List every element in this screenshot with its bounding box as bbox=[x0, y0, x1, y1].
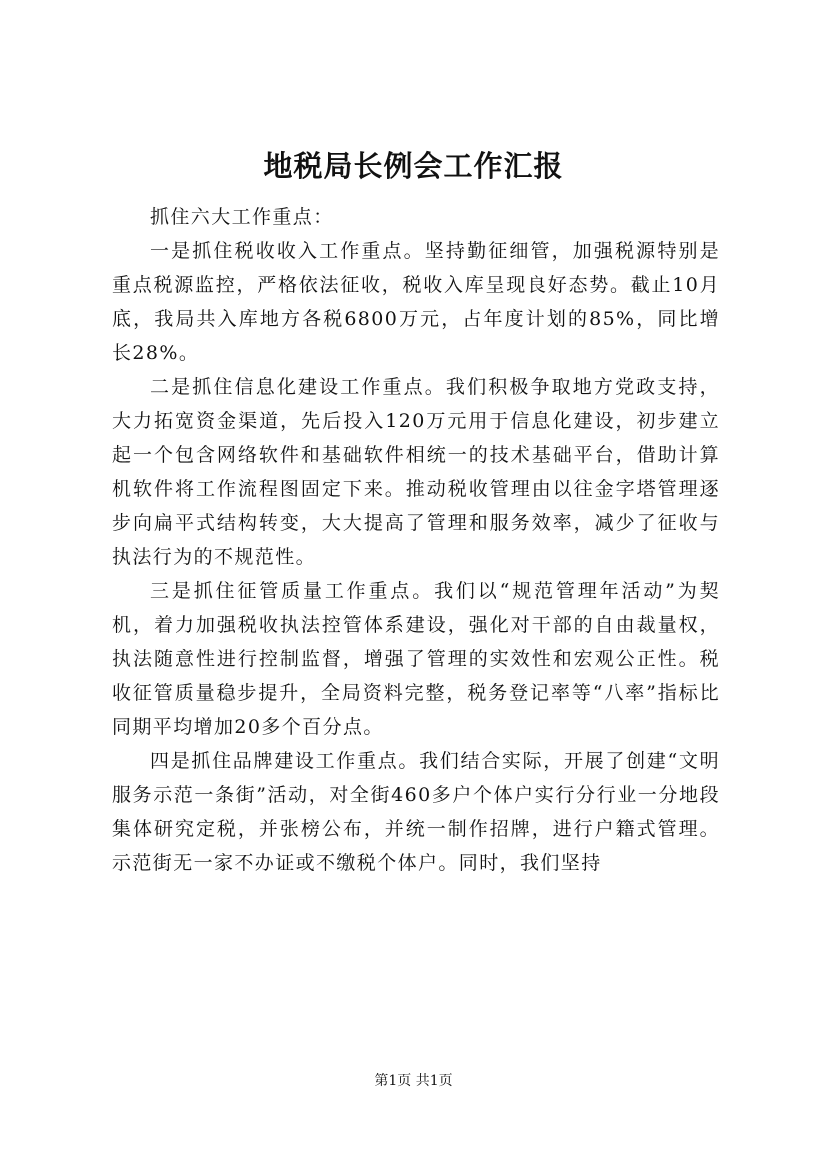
document-title: 地税局长例会工作汇报 bbox=[263, 149, 564, 183]
paragraph-intro: 抓住六大工作重点： bbox=[150, 206, 334, 228]
paragraph-informatization: 二是抓住信息化建设工作重点。我们积极争取地方党政支持，大力拓宽资金渠道，先后投入120万元用于信息化建设，初步建立起一个包含网络软件和基础软件相统一的技术基础平台，借助计算机软件将工作流程图固定下来。推动税收管理由以往金字塔管理逐步向扁平式结构转变，大大提高了管理和服务效率，减少了征收与执法行为的不规范性。 bbox=[112, 376, 720, 568]
paragraph-brand-building: 四是抓住品牌建设工作重点。我们结合实际，开展了创建“文明服务示范一条街”活动，对全街460多户个体户实行分行业一分地段集体研究定税，并张榜公布，并统一制作招牌，进行户籍式管理。示范街无一家不办证或不缴税个体户。同时，我们坚持 bbox=[112, 750, 720, 874]
paragraph-collection-quality: 三是抓住征管质量工作重点。我们以“规范管理年活动”为契机，着力加强税收执法控管体系建设，强化对干部的自由裁量权，执法随意性进行控制监督，增强了管理的实效性和宏观公正性。税收征管质量稳步提升，全局资料完整，税务登记率等“八率”指标比同期平均增加20多个百分点。 bbox=[112, 580, 720, 738]
document-body bbox=[112, 200, 720, 880]
page-footer: 第1页 共1页 bbox=[374, 1073, 453, 1089]
paragraph-tax-revenue: 一是抓住税收收入工作重点。坚持勤征细管，加强税源特别是重点税源监控，严格依法征收，税收入库呈现良好态势。截止10月底，我局共入库地方各税6800万元，占年度计划的85%，同比增长28%。 bbox=[112, 240, 720, 364]
